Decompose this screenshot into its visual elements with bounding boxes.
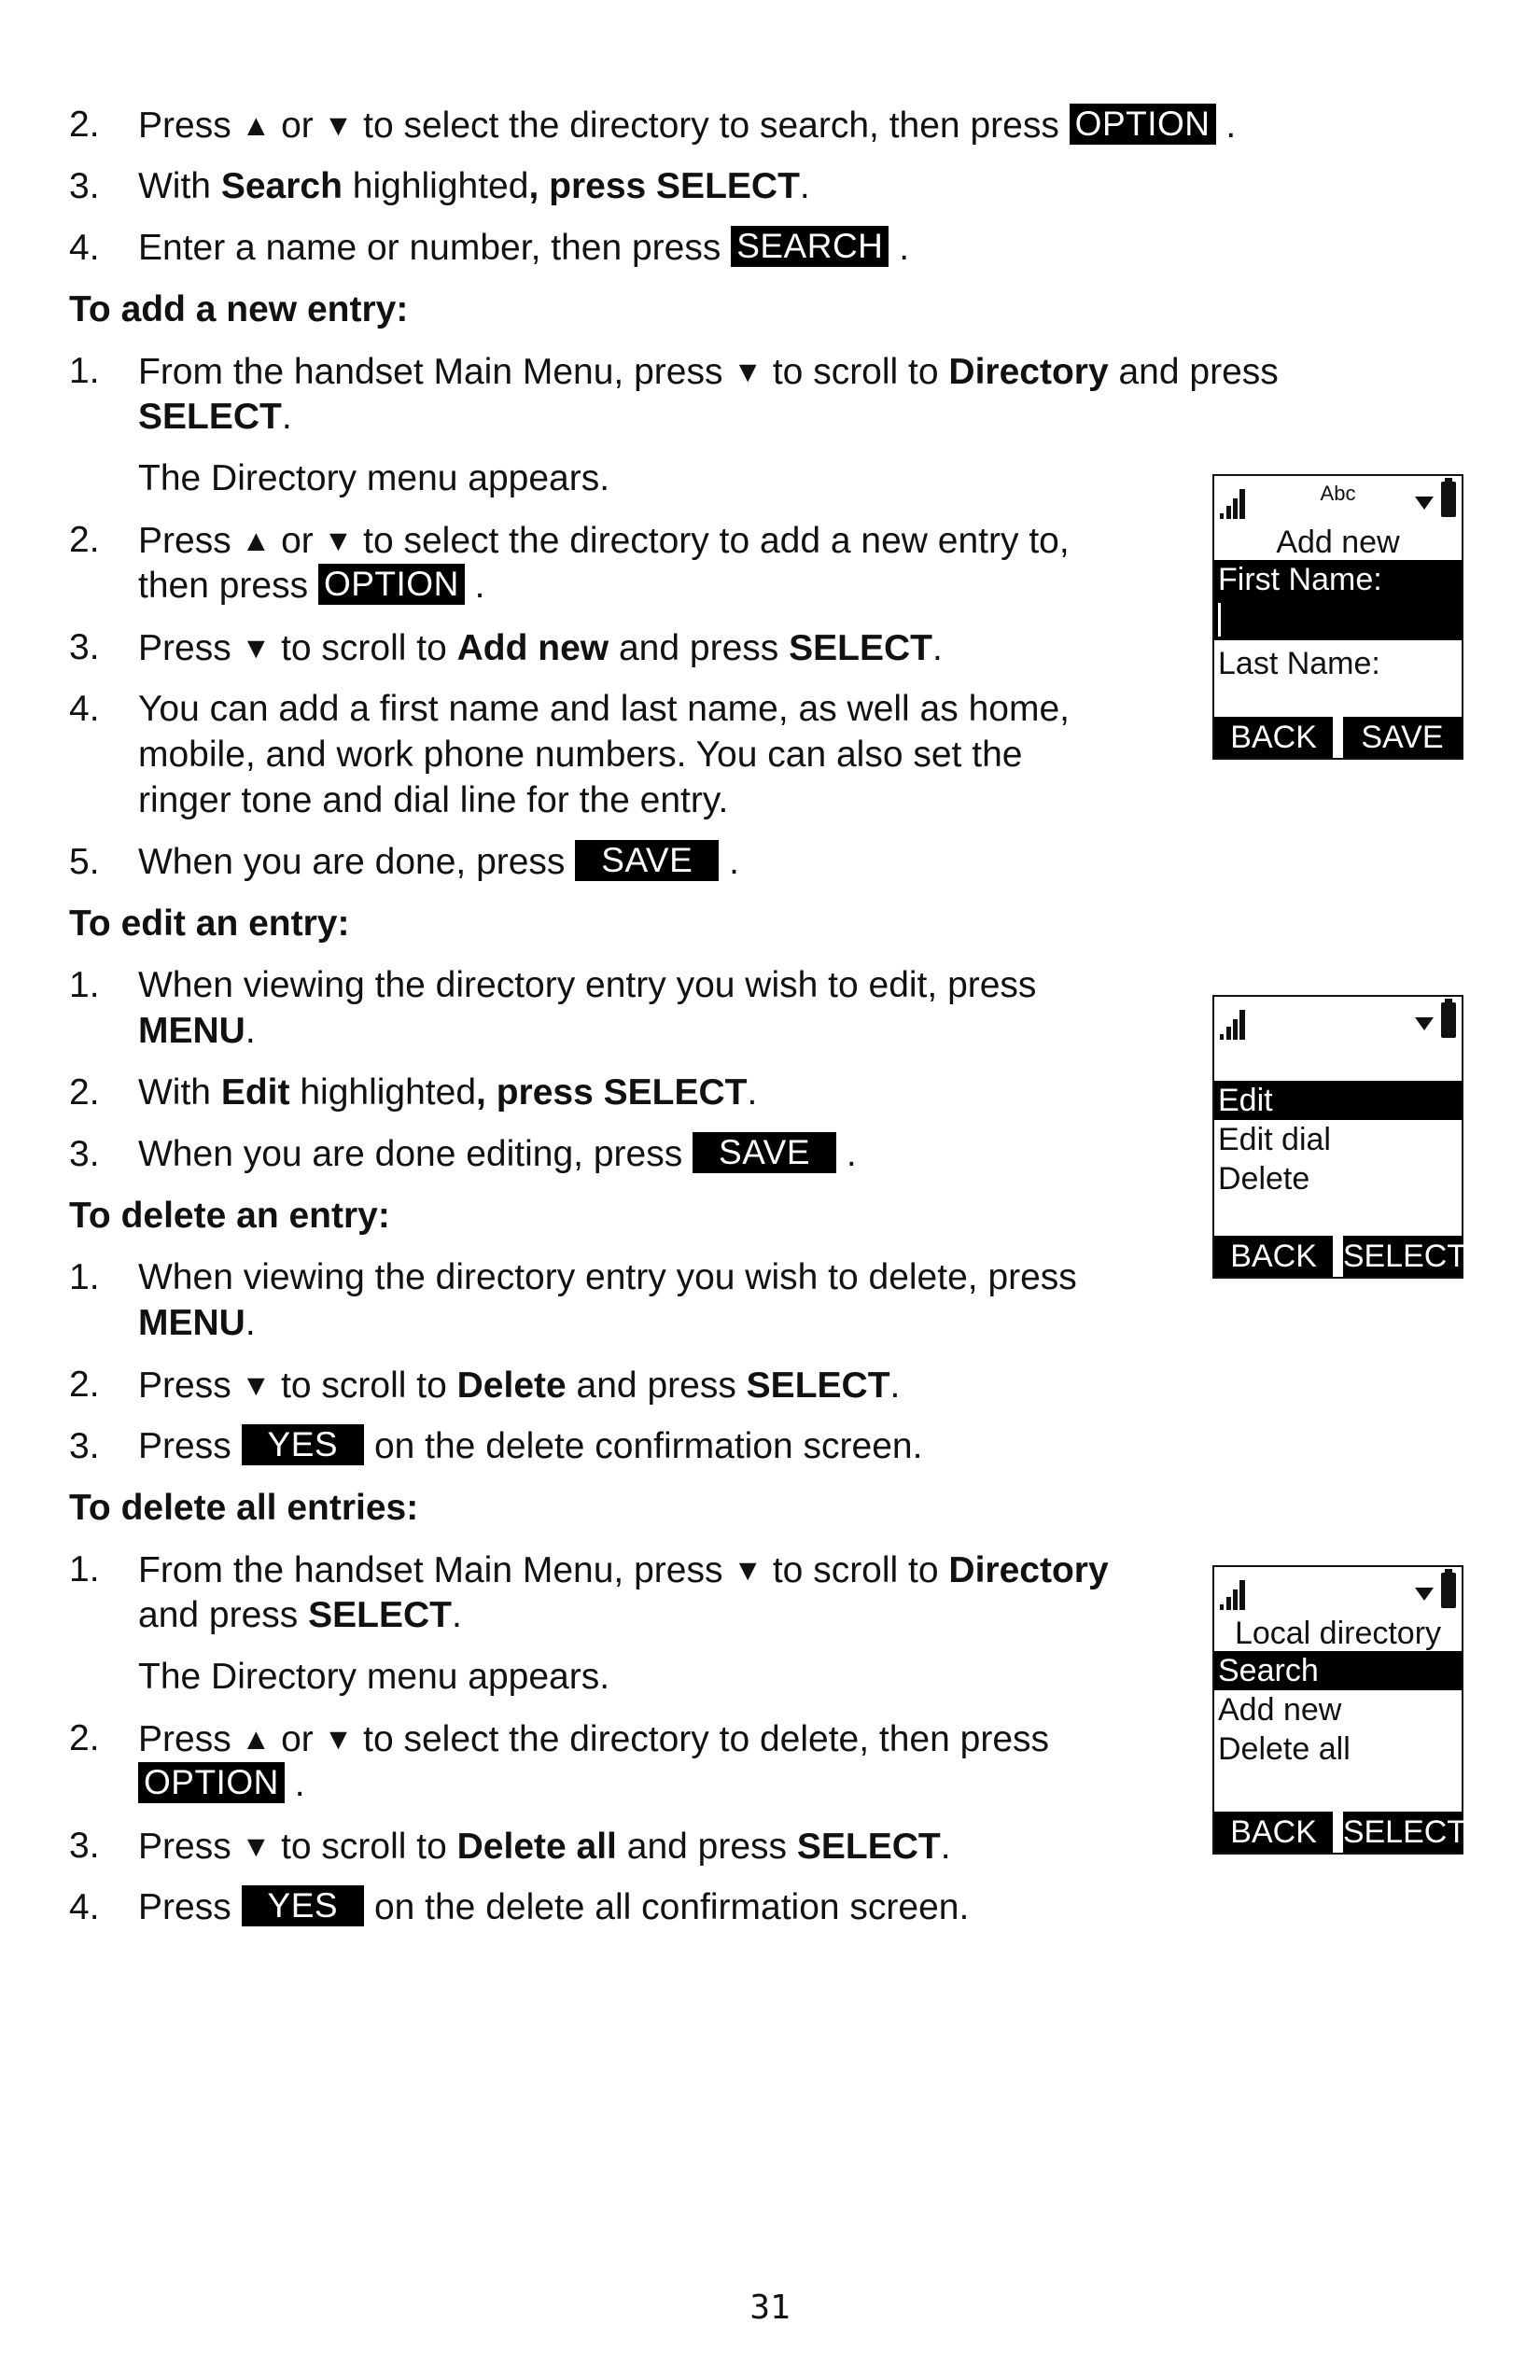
battery-icon xyxy=(1441,1573,1456,1608)
menu-item-delete: Delete xyxy=(1218,1161,1310,1197)
up-arrow-icon: ▲ xyxy=(241,1722,272,1756)
add-new-screen xyxy=(1212,474,1463,760)
down-arrow-icon: ▼ xyxy=(241,1368,272,1402)
local-directory-screen xyxy=(1212,1565,1467,1855)
up-arrow-icon: ▲ xyxy=(241,108,272,142)
select-softkey: SELECT xyxy=(1343,1812,1462,1853)
back-softkey: BACK xyxy=(1214,1236,1333,1277)
input-mode: Abc xyxy=(1320,482,1356,505)
option-softkey: OPTION xyxy=(1070,104,1216,145)
menu-item-delete-all: Delete all xyxy=(1218,1731,1351,1767)
down-arrow-icon: ▼ xyxy=(733,1553,763,1587)
down-arrow-icon: ▼ xyxy=(733,355,763,388)
battery-icon xyxy=(1441,482,1456,517)
down-arrow-icon: ▼ xyxy=(323,524,354,557)
new-message-icon xyxy=(1415,1017,1434,1030)
signal-icon xyxy=(1220,1004,1248,1040)
down-arrow-icon: ▼ xyxy=(241,631,272,665)
down-arrow-icon: ▼ xyxy=(241,1829,272,1863)
save-softkey: SAVE xyxy=(693,1132,836,1173)
menu-item-edit: Edit xyxy=(1214,1081,1462,1120)
last-name-field: Last Name: xyxy=(1218,646,1380,681)
edit-entry-heading: To edit an entry: xyxy=(69,903,350,944)
yes-softkey: YES xyxy=(242,1885,365,1926)
option-softkey: OPTION xyxy=(318,564,465,605)
save-softkey-screen: SAVE xyxy=(1343,717,1462,758)
new-message-icon xyxy=(1415,1588,1434,1601)
option-softkey: OPTION xyxy=(138,1762,285,1803)
menu-item-add-new: Add new xyxy=(1218,1692,1342,1728)
add-step-1-note: The Directory menu appears. xyxy=(138,458,610,498)
back-softkey: BACK xyxy=(1214,1812,1333,1853)
save-softkey: SAVE xyxy=(575,840,719,881)
back-softkey: BACK xyxy=(1214,717,1333,758)
screen-title: Add new xyxy=(1276,525,1400,560)
down-arrow-icon: ▼ xyxy=(323,108,354,142)
new-message-icon xyxy=(1415,497,1434,510)
search-softkey: SEARCH xyxy=(731,226,889,267)
step-number: 2. xyxy=(69,105,100,145)
add-entry-heading: To add a new entry: xyxy=(69,289,409,329)
first-name-field: First Name: xyxy=(1214,560,1462,640)
delete-entry-heading: To delete an entry: xyxy=(69,1196,390,1236)
menu-item-edit-dial: Edit dial xyxy=(1218,1122,1331,1157)
screen-title: Local directory xyxy=(1234,1616,1442,1651)
select-softkey: SELECT xyxy=(1343,1236,1462,1277)
edit-menu-screen xyxy=(1212,995,1467,1279)
page-number: 31 xyxy=(749,2289,791,2327)
signal-icon xyxy=(1220,1575,1248,1610)
battery-icon xyxy=(1441,1002,1456,1038)
delete-all-heading: To delete all entries: xyxy=(69,1488,419,1528)
yes-softkey: YES xyxy=(242,1424,365,1465)
menu-item-search: Search xyxy=(1214,1651,1462,1690)
down-arrow-icon: ▼ xyxy=(323,1722,354,1756)
up-arrow-icon: ▲ xyxy=(241,524,272,557)
text-cursor xyxy=(1218,603,1221,637)
